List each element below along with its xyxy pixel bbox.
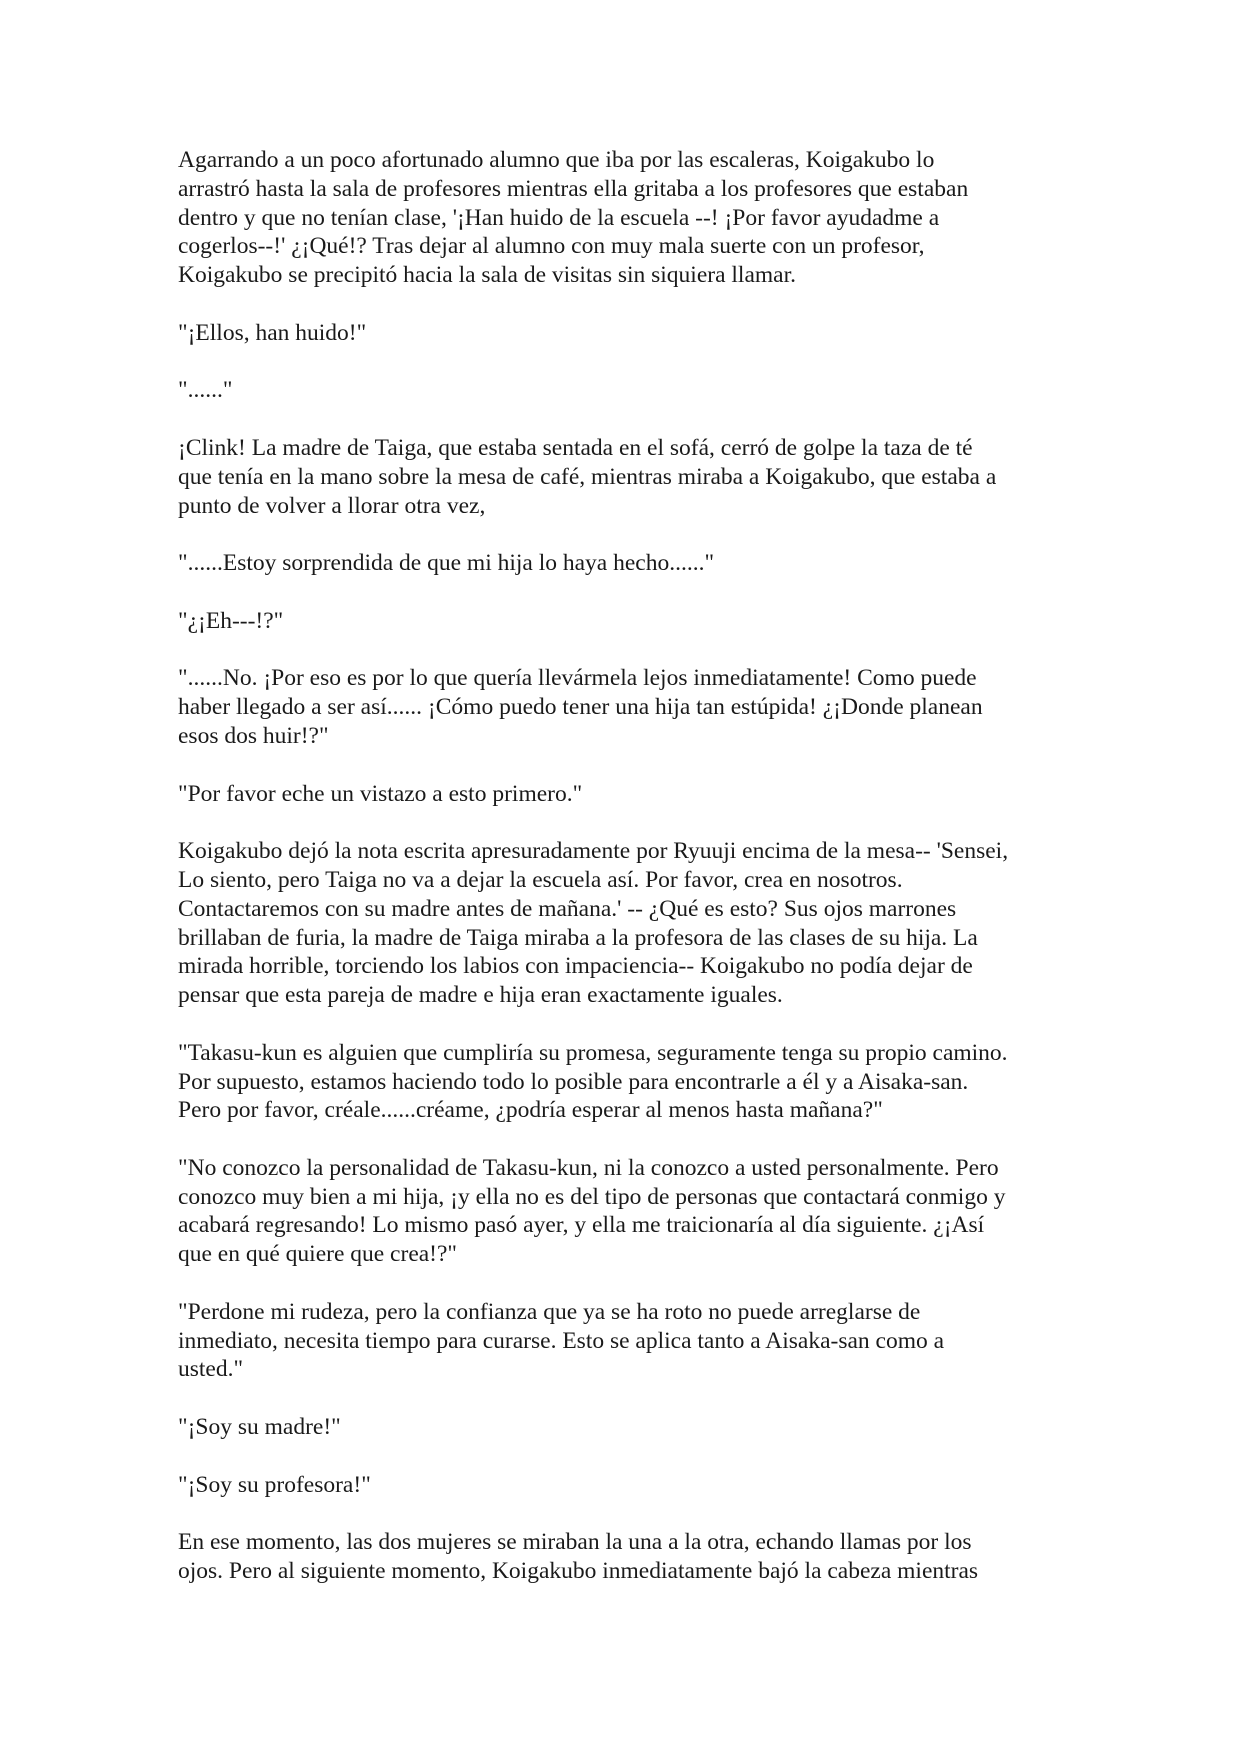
text-line: Koigakubo se precipitó hacia la sala de visitas sin siquiera llamar. (178, 262, 796, 289)
text-line: inmediato, necesita tiempo para curarse. Esto se aplica tanto a Aisaka-san como a (178, 1327, 945, 1354)
text-line: "......" (178, 377, 233, 404)
paragraph (178, 607, 1073, 636)
text-line: esos dos huir!?" (178, 722, 329, 749)
text-line: usted." (178, 1356, 244, 1383)
text-line: pensar que esta pareja de madre e hija eran exactamente iguales. (178, 982, 783, 1009)
paragraph (178, 146, 1073, 290)
text-line: mirada horrible, torciendo los labios con impaciencia-- Koigakubo no podía dejar de (178, 953, 973, 980)
text-line: arrastró hasta la sala de profesores mientras ella gritaba a los profesores que estaban (178, 175, 969, 202)
paragraph (178, 1413, 1073, 1442)
paragraph (178, 319, 1073, 348)
text-line: que tenía en la mano sobre la mesa de café, mientras miraba a Koigakubo, que estaba a (178, 463, 997, 490)
paragraph (178, 549, 1073, 578)
text-line: ¡Clink! La madre de Taiga, que estaba sentada en el sofá, cerró de golpe la taza de té (178, 434, 973, 461)
paragraph (178, 1298, 1073, 1384)
text-line: "......No. ¡Por eso es por lo que quería llevármela lejos inmediatamente! Como puede (178, 665, 977, 692)
text-line: "Perdone mi rudeza, pero la confianza que ya se ha roto no puede arreglarse de (178, 1298, 921, 1325)
text-line: cogerlos--!' ¿¡Qué!? Tras dejar al alumno con muy mala suerte con un profesor, (178, 233, 925, 260)
text-line: brillaban de furia, la madre de Taiga miraba a la profesora de las clases de su hija. La (178, 924, 978, 951)
paragraph (178, 780, 1073, 809)
paragraph (178, 376, 1073, 405)
text-line: Lo siento, pero Taiga no va a dejar la escuela así. Por favor, crea en nosotros. (178, 866, 903, 893)
text-line: "No conozco la personalidad de Takasu-kun, ni la conozco a usted personalmente. Pero (178, 1154, 999, 1181)
text-line: Por supuesto, estamos haciendo todo lo posible para encontrarle a él y a Aisaka-san. (178, 1068, 969, 1095)
text-line: Contactaremos con su madre antes de mañana.' -- ¿Qué es esto? Sus ojos marrones (178, 895, 957, 922)
paragraph (178, 1154, 1073, 1269)
text-line: Agarrando a un poco afortunado alumno que iba por las escaleras, Koigakubo lo (178, 147, 935, 173)
text-line: conozco muy bien a mi hija, ¡y ella no es del tipo de personas que contactará conmigo y (178, 1183, 1006, 1210)
text-line: punto de volver a llorar otra vez, (178, 492, 486, 519)
paragraph (178, 1471, 1073, 1500)
text-line: acabará regresando! Lo mismo pasó ayer, y ella me traicionaría al día siguiente. ¿¡Así (178, 1212, 985, 1239)
paragraph (178, 664, 1073, 750)
text-line: ojos. Pero al siguiente momento, Koigakubo inmediatamente bajó la cabeza mientras (178, 1558, 979, 1585)
text-line: dentro y que no tenían clase, '¡Han huido de la escuela --! ¡Por favor ayudadme a (178, 204, 940, 231)
text-line: "Takasu-kun es alguien que cumpliría su promesa, seguramente tenga su propio camino. (178, 1039, 1008, 1066)
text-line: En ese momento, las dos mujeres se miraban la una a la otra, echando llamas por los (178, 1529, 972, 1556)
paragraph (178, 1528, 1073, 1586)
paragraph (178, 837, 1073, 1010)
text-line: "......Estoy sorprendida de que mi hija lo haya hecho......" (178, 550, 715, 577)
text-line: haber llegado a ser así...... ¡Cómo puedo tener una hija tan estúpida! ¿¡Donde planean (178, 694, 983, 721)
text-line: "¡Soy su profesora!" (178, 1471, 371, 1498)
text-line: "Por favor eche un vistazo a esto primero." (178, 780, 583, 807)
text-line: "¿¡Eh---!?" (178, 607, 284, 634)
text-line: que en qué quiere que crea!?" (178, 1241, 458, 1268)
document-body (178, 146, 1073, 1615)
text-line: Koigakubo dejó la nota escrita apresuradamente por Ryuuji encima de la mesa-- 'Sensei, (178, 838, 1009, 865)
text-line: Pero por favor, créale......créame, ¿podría esperar al menos hasta mañana?" (178, 1097, 883, 1124)
text-line: "¡Ellos, han huido!" (178, 319, 367, 346)
paragraph (178, 1039, 1073, 1125)
paragraph (178, 434, 1073, 520)
text-line: "¡Soy su madre!" (178, 1414, 341, 1441)
